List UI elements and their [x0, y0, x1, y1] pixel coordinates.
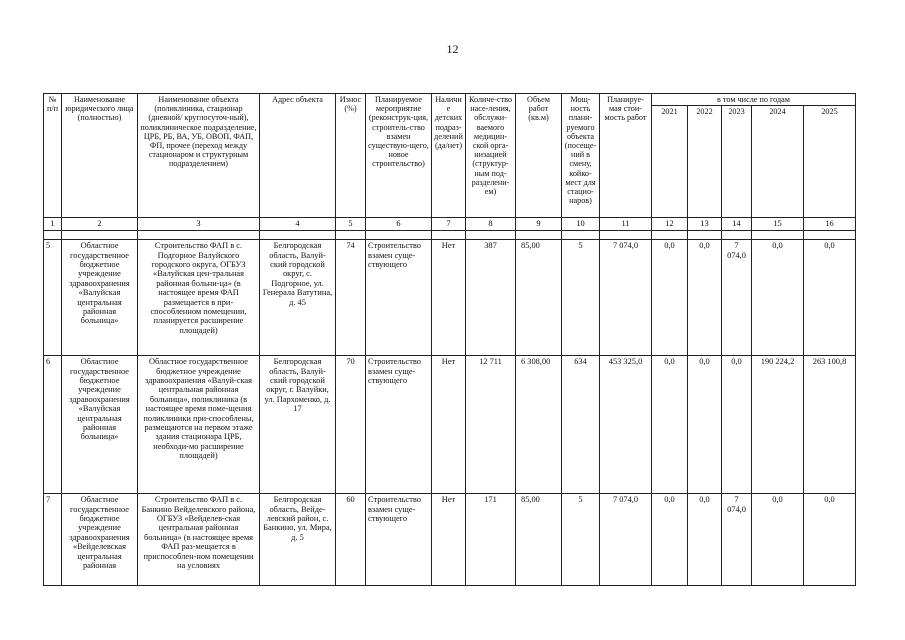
- column-number: 10: [562, 218, 600, 231]
- header-year-2024: 2024: [752, 106, 804, 218]
- row-number: 5: [44, 240, 62, 356]
- year-2025-cell: 0,0: [804, 494, 856, 586]
- column-number: 13: [688, 218, 722, 231]
- capacity-cell: 634: [562, 356, 600, 494]
- wear-cell: 70: [336, 356, 366, 494]
- population-cell: 171: [466, 494, 516, 586]
- volume-cell: 85,00: [516, 494, 562, 586]
- year-2023-cell: 7 074,0: [722, 494, 752, 586]
- column-number: 8: [466, 218, 516, 231]
- children-cell: Нет: [432, 356, 466, 494]
- spacer-row: [44, 231, 856, 240]
- cost-cell: 453 325,0: [600, 356, 652, 494]
- header-planned: Планируемое мероприятие (реконструк-ция, строитель-ство взамен существую-щего, новое строительство): [366, 94, 432, 218]
- object-name-cell: Строительство ФАП в с. Подгорное Валуйского городского округа, ОГБУЗ «Валуйская цен-тральная районная больни-ца» (в настоящее время ФАП размещается в при-способленном помещении, планируется расширение площадей): [138, 240, 260, 356]
- column-number: 1: [44, 218, 62, 231]
- object-name-cell: Строительство ФАП в с. Банкино Вейделевского района, ОГБУЗ «Вейделев-ская центральная районная больница» (в настоящее время ФАП раз-мещается в приспособлен-ном помещении на условиях: [138, 494, 260, 586]
- column-number: 7: [432, 218, 466, 231]
- volume-cell: 6 308,00: [516, 356, 562, 494]
- capacity-cell: 5: [562, 494, 600, 586]
- header-year-2022: 2022: [688, 106, 722, 218]
- column-number: 9: [516, 218, 562, 231]
- header-address: Адрес объекта: [260, 94, 336, 218]
- header-year-2023: 2023: [722, 106, 752, 218]
- column-number: 6: [366, 218, 432, 231]
- wear-cell: 74: [336, 240, 366, 356]
- table-row: [44, 494, 856, 586]
- volume-cell: 85,00: [516, 240, 562, 356]
- facilities-table: [43, 93, 856, 586]
- wear-cell: 60: [336, 494, 366, 586]
- year-2021-cell: 0,0: [652, 240, 688, 356]
- header-capacity: Мощ-ность плани-руемого объекта (посеще-ний в смену, койко-мест для стацио-наров): [562, 94, 600, 218]
- column-number: 2: [62, 218, 138, 231]
- column-number: 4: [260, 218, 336, 231]
- cost-cell: 7 074,0: [600, 240, 652, 356]
- planned-cell: Строительство взамен суще-ствующего: [366, 356, 432, 494]
- table-row: [44, 356, 856, 494]
- legal-name-cell: Областное государственное бюджетное учреждение здравоохранения «Вейделевская центральная районная: [62, 494, 138, 586]
- header-n: № п/п: [44, 94, 62, 218]
- row-number: 7: [44, 494, 62, 586]
- address-cell: Белгородская область, Вейде-левский район, с. Банкино, ул. Мира, д. 5: [260, 494, 336, 586]
- children-cell: Нет: [432, 240, 466, 356]
- object-name-cell: Областное государственное бюджетное учреждение здравоохранения «Валуй-ская центральная районная больница», поликлиника (в настоящее время поме-щения поликлиники при-способлены, размещаются на первом этаже здания стационара ЦРБ, необходи-мо расширение площадей): [138, 356, 260, 494]
- column-number: 3: [138, 218, 260, 231]
- header-volume: Объем работ (кв.м): [516, 94, 562, 218]
- year-2022-cell: 0,0: [688, 356, 722, 494]
- header-legal-name: Наименование юридического лица (полностью): [62, 94, 138, 218]
- planned-cell: Строительство взамен суще-ствующего: [366, 494, 432, 586]
- year-2022-cell: 0,0: [688, 494, 722, 586]
- cost-cell: 7 074,0: [600, 494, 652, 586]
- page-number: 12: [446, 42, 459, 56]
- row-number: 6: [44, 356, 62, 494]
- address-cell: Белгородская область, Валуй-ский городской округ, г. Валуйки, ул. Пархоменко, д. 17: [260, 356, 336, 494]
- year-2021-cell: 0,0: [652, 494, 688, 586]
- year-2022-cell: 0,0: [688, 240, 722, 356]
- year-2023-cell: 7 074,0: [722, 240, 752, 356]
- column-number: 5: [336, 218, 366, 231]
- capacity-cell: 5: [562, 240, 600, 356]
- population-cell: 387: [466, 240, 516, 356]
- header-object-name: Наименование объекта (поликлиника, стационар (дневной/ круглосуточ-ный), поликлиническое подразделение, ЦРБ, РБ, ВА, УБ, ОВОП, ФАП, ФП, прочее (переход между стационаром и структурным подразделением): [138, 94, 260, 218]
- header-wear: Износ (%): [336, 94, 366, 218]
- header-by-year: в том числе по годам: [652, 94, 856, 106]
- year-2024-cell: 0,0: [752, 240, 804, 356]
- header-children: Наличие детских подраз-делений (да/нет): [432, 94, 466, 218]
- legal-name-cell: Областное государственное бюджетное учреждение здравоохранения «Валуйская центральная районная больница»: [62, 240, 138, 356]
- year-2021-cell: 0,0: [652, 356, 688, 494]
- column-number: 15: [752, 218, 804, 231]
- column-number: 14: [722, 218, 752, 231]
- year-2024-cell: 0,0: [752, 494, 804, 586]
- header-year-2021: 2021: [652, 106, 688, 218]
- header-population: Количе-ство насе-ления, обслужи-ваемого медицин-ской орга-низацией (структур-ным под-разделени-ем): [466, 94, 516, 218]
- year-2023-cell: 0,0: [722, 356, 752, 494]
- header-cost: Планируе-мая стои-мость работ: [600, 94, 652, 218]
- table-row: [44, 240, 856, 356]
- year-2025-cell: 263 100,8: [804, 356, 856, 494]
- year-2024-cell: 190 224,2: [752, 356, 804, 494]
- year-2025-cell: 0,0: [804, 240, 856, 356]
- column-number-row: [44, 218, 856, 231]
- population-cell: 12 711: [466, 356, 516, 494]
- column-number: 16: [804, 218, 856, 231]
- address-cell: Белгородская область, Валуй-ский городской округ, с. Подгорное, ул. Генерала Ватутина, д. 45: [260, 240, 336, 356]
- legal-name-cell: Областное государственное бюджетное учреждение здравоохранения «Валуйская центральная районная больница»: [62, 356, 138, 494]
- header-year-2025: 2025: [804, 106, 856, 218]
- column-number: 11: [600, 218, 652, 231]
- children-cell: Нет: [432, 494, 466, 586]
- column-number: 12: [652, 218, 688, 231]
- planned-cell: Строительство взамен суще-ствующего: [366, 240, 432, 356]
